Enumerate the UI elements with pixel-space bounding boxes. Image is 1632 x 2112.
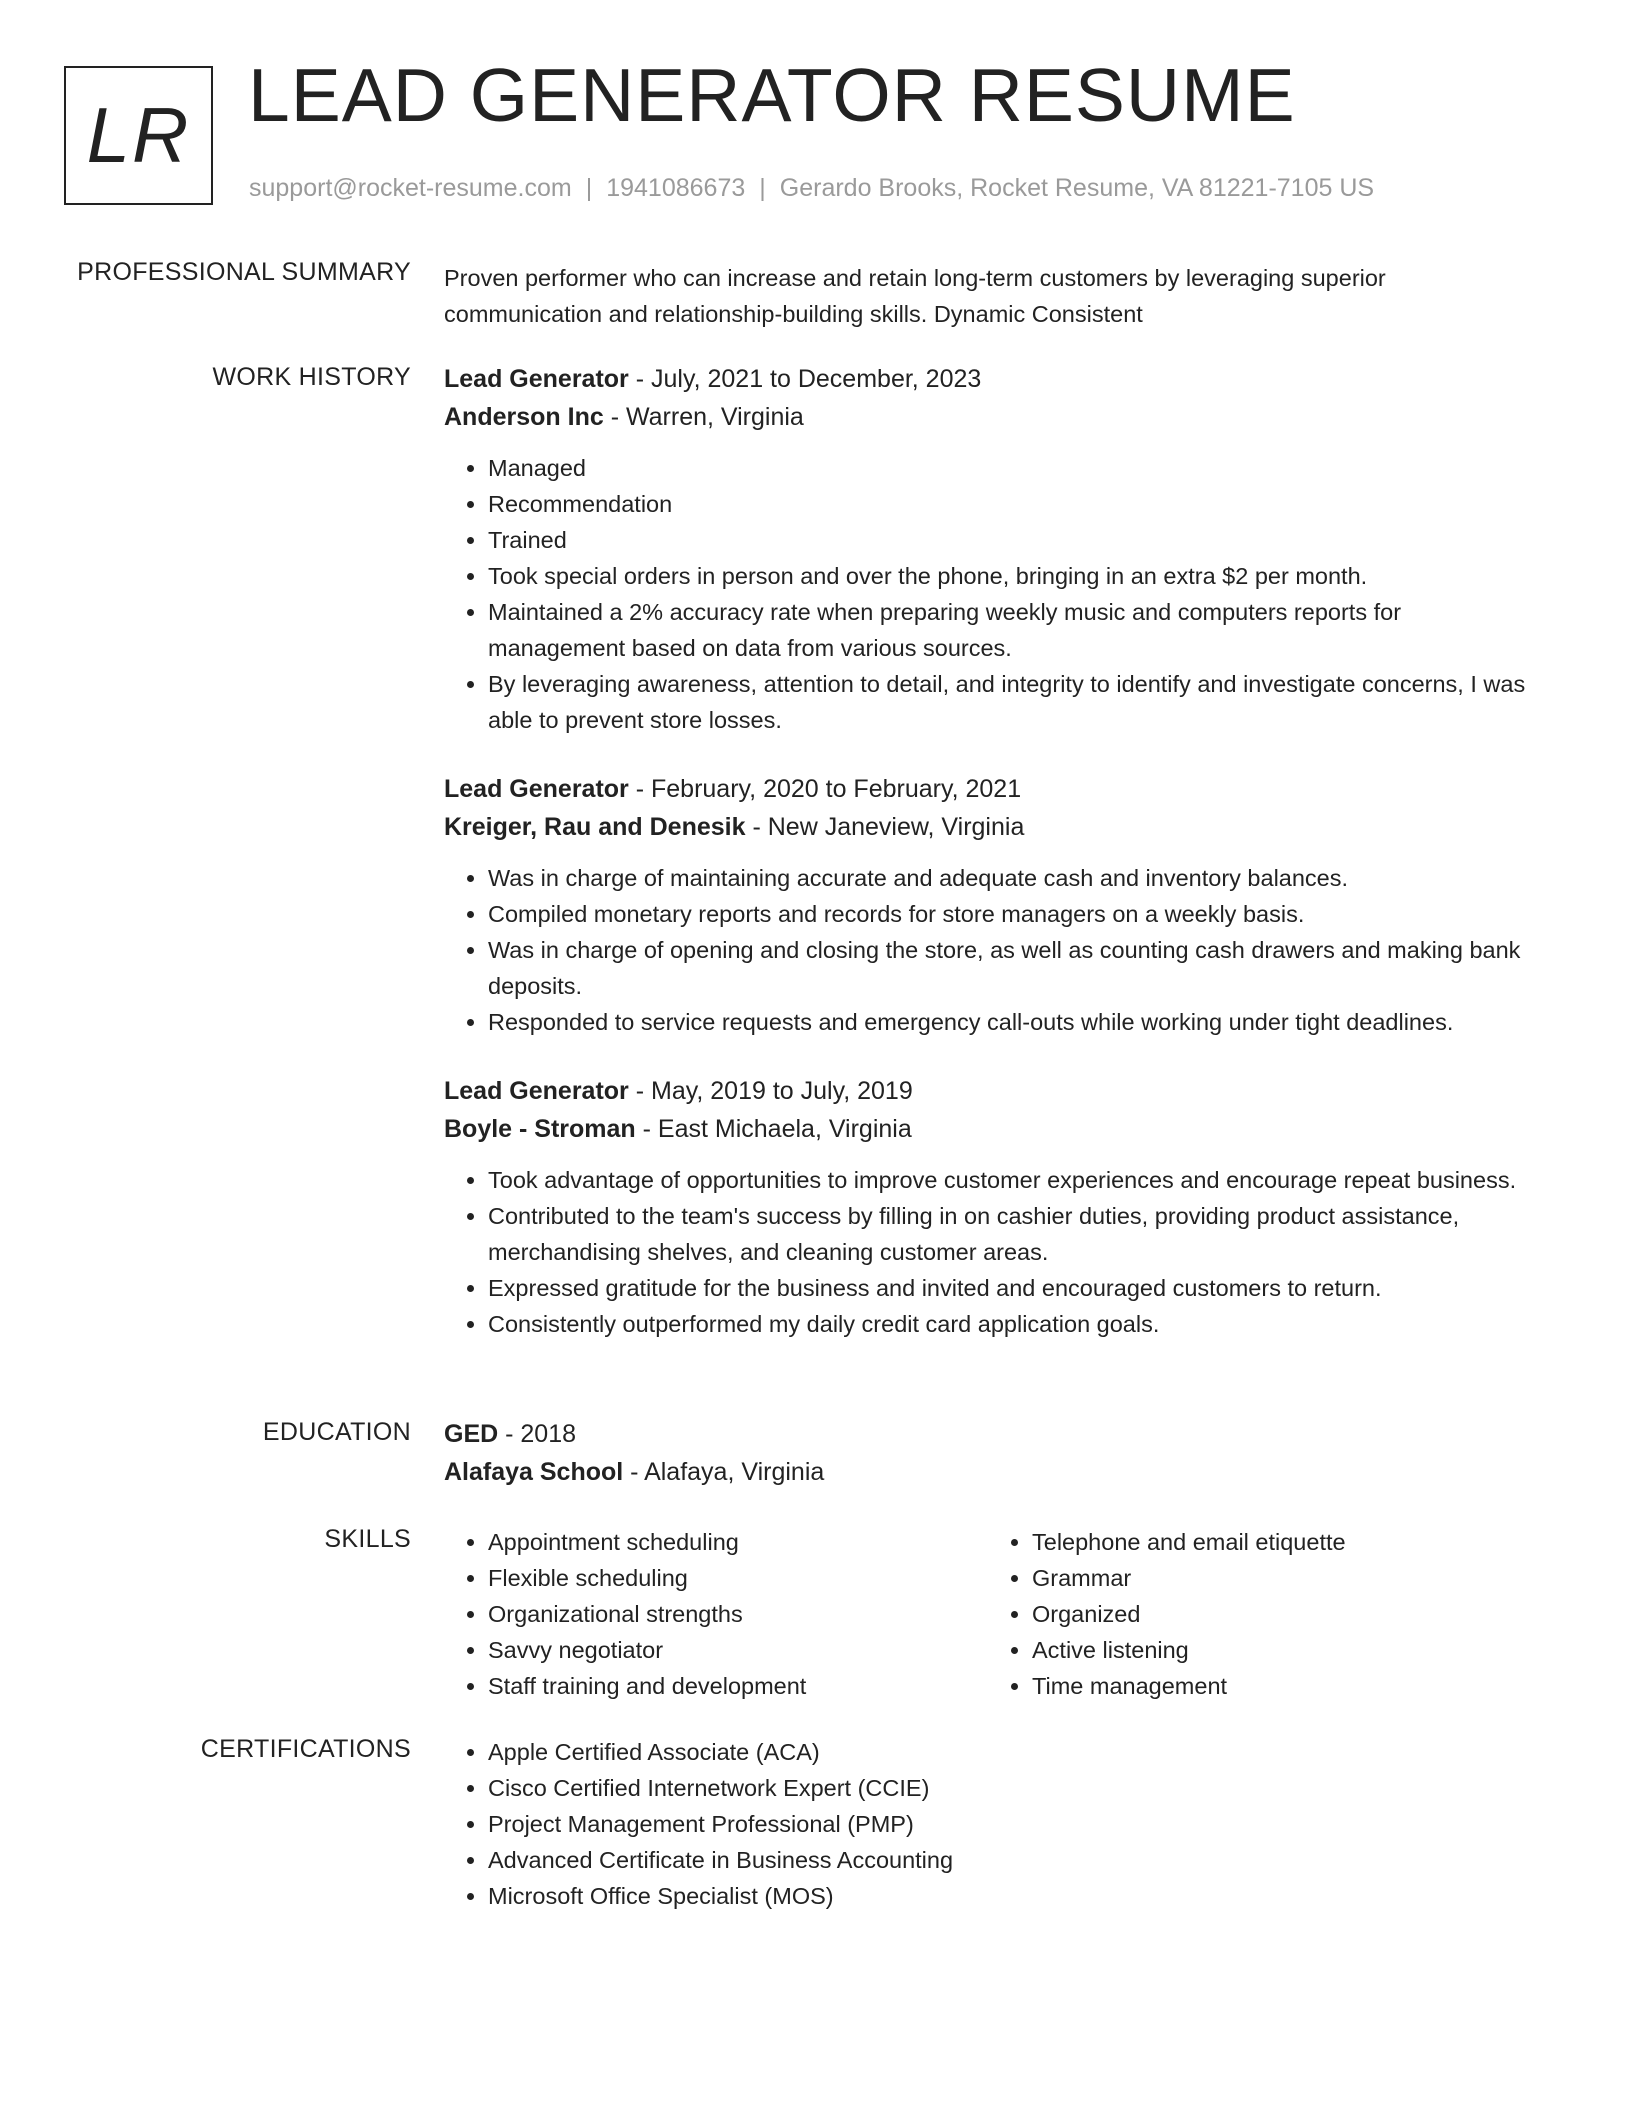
skills-list-left [444,1524,988,1704]
job-bullets [444,1162,1534,1342]
job-dates: - May, 2019 to July, 2019 [628,1077,913,1105]
skill-item: • Savvy negotiator [488,1632,988,1668]
skill-item: • Organized [1032,1596,1532,1632]
job-company: Boyle - Stroman [444,1115,636,1143]
skill-item: • Time management [1032,1668,1532,1704]
job-company-line [444,398,1534,436]
job-title-line [444,360,1534,398]
page-title: LEAD GENERATOR RESUME [248,53,1296,137]
contact-separator: | [759,174,766,202]
job-bullet: • Expressed gratitude for the business and invited and encouraged customers to return. [488,1270,1534,1306]
skill-item: • Active listening [1032,1632,1532,1668]
job-dates: - July, 2021 to December, 2023 [628,365,982,393]
certifications-body [444,1734,1534,1914]
skills-columns [444,1524,1534,1704]
certification-item: • Apple Certified Associate (ACA) [488,1734,1534,1770]
job-bullet: • Was in charge of opening and closing the store, as well as counting cash drawers and making bank deposits. [488,932,1534,1004]
education-degree: GED [444,1420,499,1448]
job-bullet: • Compiled monetary reports and records for store managers on a weekly basis. [488,896,1534,932]
job-location: - New Janeview, Virginia [745,813,1025,841]
job-bullets [444,860,1534,1040]
job-bullet: • Took advantage of opportunities to improve customer experiences and encourage repeat business. [488,1162,1534,1198]
work-history-body [444,360,1534,1374]
contact-email: support@rocket-resume.com [249,174,572,202]
certification-item: • Microsoft Office Specialist (MOS) [488,1878,1534,1914]
job-bullet: • Contributed to the team's success by filling in on cashier duties, providing product assistance, merchandising shelves, and cleaning customer areas. [488,1198,1534,1270]
job-title-line [444,1072,1534,1110]
summary-text: Proven performer who can increase and retain long-term customers by leveraging superior communication and relationship-building skills. Dynamic Consistent [444,265,1386,327]
job-entry [444,360,1534,738]
job-location: - Warren, Virginia [603,403,804,431]
certification-item: • Project Management Professional (PMP) [488,1806,1534,1842]
skill-item: • Grammar [1032,1560,1532,1596]
job-bullet: • Maintained a 2% accuracy rate when preparing weekly music and computers reports for management based on data from various sources. [488,594,1534,666]
skill-item: • Organizational strengths [488,1596,988,1632]
certification-item: • Advanced Certificate in Business Accounting [488,1842,1534,1878]
section-label-education: EDUCATION [262,1418,411,1446]
certification-item: • Cisco Certified Internetwork Expert (CCIE) [488,1770,1534,1806]
job-bullet: • Recommendation [488,486,1534,522]
education-school-line [444,1453,1534,1491]
contact-address: Gerardo Brooks, Rocket Resume, VA 81221-7105 US [779,174,1375,202]
skills-list-right [988,1524,1532,1704]
skill-item: • Flexible scheduling [488,1560,988,1596]
education-school: Alafaya School [444,1458,624,1486]
skill-item: • Appointment scheduling [488,1524,988,1560]
section-label-summary: PROFESSIONAL SUMMARY [77,258,411,286]
job-bullet: • Trained [488,522,1534,558]
job-bullet: • By leveraging awareness, attention to detail, and integrity to identify and investigate concerns, I was able to prevent store losses. [488,666,1534,738]
job-title: Lead Generator [444,775,629,803]
job-bullet: • Was in charge of maintaining accurate and adequate cash and inventory balances. [488,860,1534,896]
job-bullet: • Managed [488,450,1534,486]
monogram-logo: LR [64,66,213,205]
contact-line [249,174,1374,203]
certifications-list [444,1734,1534,1914]
section-label-skills: SKILLS [324,1525,411,1553]
job-company: Anderson Inc [444,403,604,431]
section-label-certifications: CERTIFICATIONS [200,1735,411,1763]
job-entry [444,770,1534,1040]
education-year: - 2018 [498,1420,577,1448]
job-title: Lead Generator [444,1077,629,1105]
job-company-line [444,808,1534,846]
job-bullets [444,450,1534,738]
job-entry [444,1072,1534,1342]
education-body [444,1415,1534,1491]
contact-separator: | [585,174,593,202]
education-location: - Alafaya, Virginia [623,1458,825,1486]
contact-phone: 1941086673 [606,174,746,202]
job-title-line [444,770,1534,808]
job-bullet: • Responded to service requests and emergency call-outs while working under tight deadlines. [488,1004,1534,1040]
section-label-work-history: WORK HISTORY [212,363,411,391]
job-company-line [444,1110,1534,1148]
skill-item: • Staff training and development [488,1668,988,1704]
job-bullet: • Consistently outperformed my daily credit card application goals. [488,1306,1534,1342]
education-degree-line [444,1415,1534,1453]
skill-item: • Telephone and email etiquette [1032,1524,1532,1560]
job-dates: - February, 2020 to February, 2021 [628,775,1022,803]
skills-body [444,1524,1534,1704]
job-company: Kreiger, Rau and Denesik [444,813,746,841]
job-bullet: • Took special orders in person and over the phone, bringing in an extra $2 per month. [488,558,1534,594]
job-title: Lead Generator [444,365,629,393]
job-location: - East Michaela, Virginia [635,1115,912,1143]
